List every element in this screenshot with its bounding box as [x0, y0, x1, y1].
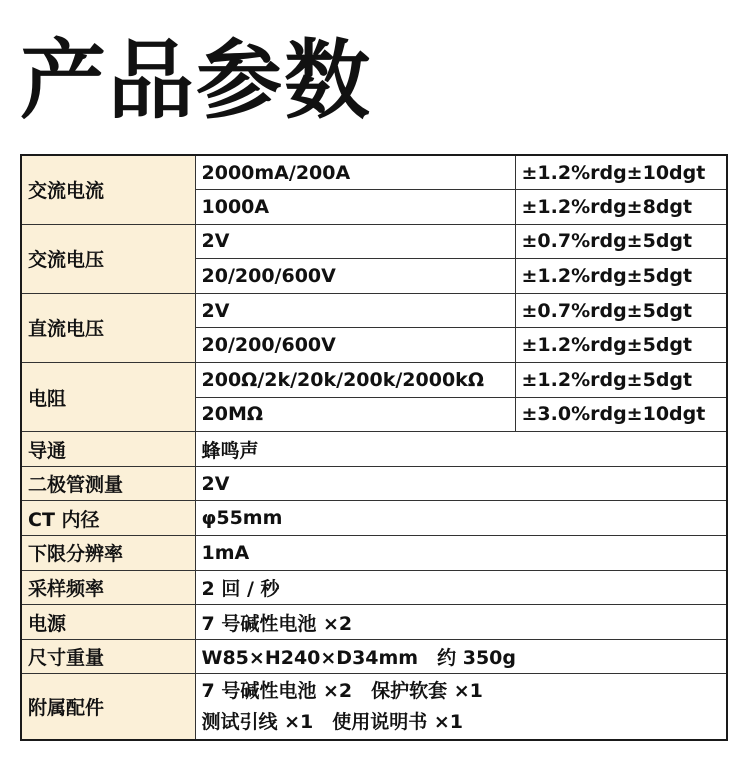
- accuracy-cell: ±1.2%rdg±5dgt: [515, 328, 727, 363]
- range-cell: 20/200/600V: [195, 259, 515, 294]
- accuracy-cell: ±1.2%rdg±8dgt: [515, 190, 727, 225]
- category-cell: 导通: [21, 432, 195, 467]
- category-cell: 交流电压: [21, 224, 195, 293]
- category-cell: 直流电压: [21, 293, 195, 362]
- table-row: [21, 293, 727, 328]
- table-row: [21, 224, 727, 259]
- table-row: [21, 570, 727, 605]
- value-cell: 蜂鸣声: [195, 432, 727, 467]
- accessories-cell: [195, 674, 727, 740]
- category-cell: 附属配件: [21, 674, 195, 740]
- value-cell: 2 回 / 秒: [195, 570, 727, 605]
- range-cell: 20MΩ: [195, 397, 515, 432]
- page-title: 产品参数: [20, 31, 372, 131]
- value-cell: 1mA: [195, 536, 727, 571]
- table-row: [21, 639, 727, 674]
- table-row: [21, 466, 727, 501]
- accuracy-cell: ±1.2%rdg±10dgt: [515, 155, 727, 190]
- accuracy-cell: ±1.2%rdg±5dgt: [515, 259, 727, 294]
- table-row: [21, 536, 727, 571]
- category-cell: 二极管测量: [21, 466, 195, 501]
- table-row: [21, 432, 727, 467]
- accuracy-cell: ±0.7%rdg±5dgt: [515, 224, 727, 259]
- accessories-line: 7 号碱性电池 ×2 保护软套 ×1: [201, 679, 483, 702]
- range-cell: 2000mA/200A: [195, 155, 515, 190]
- category-cell: 电源: [21, 605, 195, 640]
- table-row: [21, 155, 727, 190]
- accuracy-cell: ±3.0%rdg±10dgt: [515, 397, 727, 432]
- table-row: [21, 674, 727, 740]
- category-cell: 交流电流: [21, 155, 195, 224]
- accuracy-cell: ±0.7%rdg±5dgt: [515, 293, 727, 328]
- category-cell: 采样频率: [21, 570, 195, 605]
- range-cell: 200Ω/2k/20k/200k/2000kΩ: [195, 363, 515, 398]
- range-cell: 20/200/600V: [195, 328, 515, 363]
- value-cell: φ55mm: [195, 501, 727, 536]
- spec-table: [20, 154, 728, 741]
- category-cell: 尺寸重量: [21, 639, 195, 674]
- table-row: [21, 605, 727, 640]
- category-cell: 电阻: [21, 363, 195, 432]
- accessories-line: 测试引线 ×1 使用说明书 ×1: [201, 710, 464, 733]
- category-cell: 下限分辨率: [21, 536, 195, 571]
- value-cell: 7 号碱性电池 ×2: [195, 605, 727, 640]
- table-row: [21, 501, 727, 536]
- value-cell: W85×H240×D34mm 约 350g: [195, 639, 727, 674]
- range-cell: 2V: [195, 224, 515, 259]
- accuracy-cell: ±1.2%rdg±5dgt: [515, 363, 727, 398]
- range-cell: 2V: [195, 293, 515, 328]
- value-cell: 2V: [195, 466, 727, 501]
- range-cell: 1000A: [195, 190, 515, 225]
- table-row: [21, 363, 727, 398]
- category-cell: CT 内径: [21, 501, 195, 536]
